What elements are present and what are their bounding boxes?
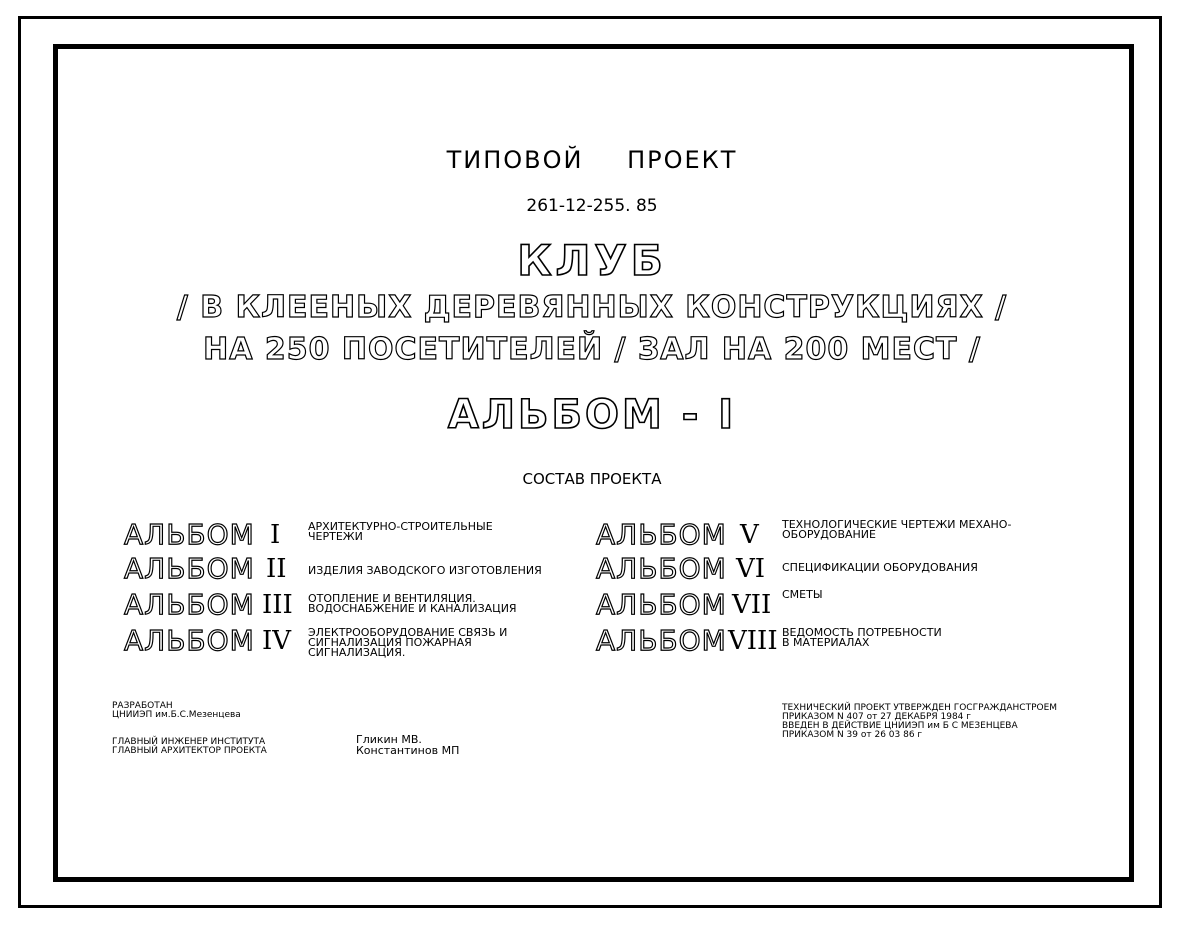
developer-info: РАЗРАБОТАН ЦНИИЭП им.Б.С.Мезенцева xyxy=(112,701,241,720)
album-word: АЛЬБОМ xyxy=(124,624,255,657)
album-word: АЛЬБОМ xyxy=(124,552,255,585)
album-description: СМЕТЫ xyxy=(782,588,823,601)
album-word: АЛЬБОМ xyxy=(596,518,727,551)
album-numeral: VII xyxy=(732,590,772,620)
album-numeral: VIII xyxy=(728,626,778,656)
album-description: ТЕХНОЛОГИЧЕСКИЕ ЧЕРТЕЖИ МЕХАНО- ОБОРУДОВАНИЕ xyxy=(782,518,1012,541)
project-subtitle-line1: / В КЛЕЕНЫХ ДЕРЕВЯННЫХ КОНСТРУКЦИЯХ / xyxy=(176,290,1008,325)
album-description: СПЕЦИФИКАЦИИ ОБОРУДОВАНИЯ xyxy=(782,561,978,574)
album-numeral: I xyxy=(270,520,281,550)
album-numeral: II xyxy=(266,554,287,584)
album-word: АЛЬБОМ xyxy=(596,552,727,585)
album-word: АЛЬБОМ xyxy=(596,588,727,621)
album-description: ОТОПЛЕНИЕ И ВЕНТИЛЯЦИЯ. ВОДОСНАБЖЕНИЕ И КАНАЛИЗАЦИЯ xyxy=(308,592,517,615)
project-subtitle-line2: НА 250 ПОСЕТИТЕЛЕЙ / ЗАЛ НА 200 МЕСТ / xyxy=(203,332,981,367)
album-description: ВЕДОМОСТЬ ПОТРЕБНОСТИ В МАТЕРИАЛАХ xyxy=(782,626,942,649)
album-description: ИЗДЕЛИЯ ЗАВОДСКОГО ИЗГОТОВЛЕНИЯ xyxy=(308,564,542,577)
staff-roles: ГЛАВНЫЙ ИНЖЕНЕР ИНСТИТУТА ГЛАВНЫЙ АРХИТЕКТОР ПРОЕКТА xyxy=(112,737,267,756)
album-word: АЛЬБОМ xyxy=(596,624,727,657)
composition-title: СОСТАВ ПРОЕКТА xyxy=(522,470,662,488)
project-type-label: ТИПОВОЙ ПРОЕКТ xyxy=(446,146,738,174)
staff-names: Гликин МВ. Константинов МП xyxy=(356,733,460,757)
project-number: 261-12-255. 85 xyxy=(526,196,658,216)
album-numeral: IV xyxy=(262,626,292,656)
album-title: АЛЬБОМ - I xyxy=(447,392,737,438)
approval-info: ТЕХНИЧЕСКИЙ ПРОЕКТ УТВЕРЖДЕН ГОСГРАЖДАНСТРОЕМ ПРИКАЗОМ N 407 от 27 ДЕКАБРЯ 1984 г ВВЕДЕН В ДЕЙСТВИЕ ЦНИИЭП им Б С МЕЗЕНЦЕВА ПРИКАЗОМ N 39 от 26 03 86 г xyxy=(782,703,1058,740)
album-numeral: VI xyxy=(736,554,766,584)
project-name: КЛУБ xyxy=(517,236,667,285)
album-description: АРХИТЕКТУРНО-СТРОИТЕЛЬНЫЕ ЧЕРТЕЖИ xyxy=(308,520,493,543)
album-numeral: V xyxy=(740,520,759,550)
album-description: ЭЛЕКТРООБОРУДОВАНИЕ СВЯЗЬ И СИГНАЛИЗАЦИЯ ПОЖАРНАЯ СИГНАЛИЗАЦИЯ. xyxy=(308,626,508,659)
album-word: АЛЬБОМ xyxy=(124,588,255,621)
album-numeral: III xyxy=(262,590,293,620)
album-word: АЛЬБОМ xyxy=(124,518,255,551)
